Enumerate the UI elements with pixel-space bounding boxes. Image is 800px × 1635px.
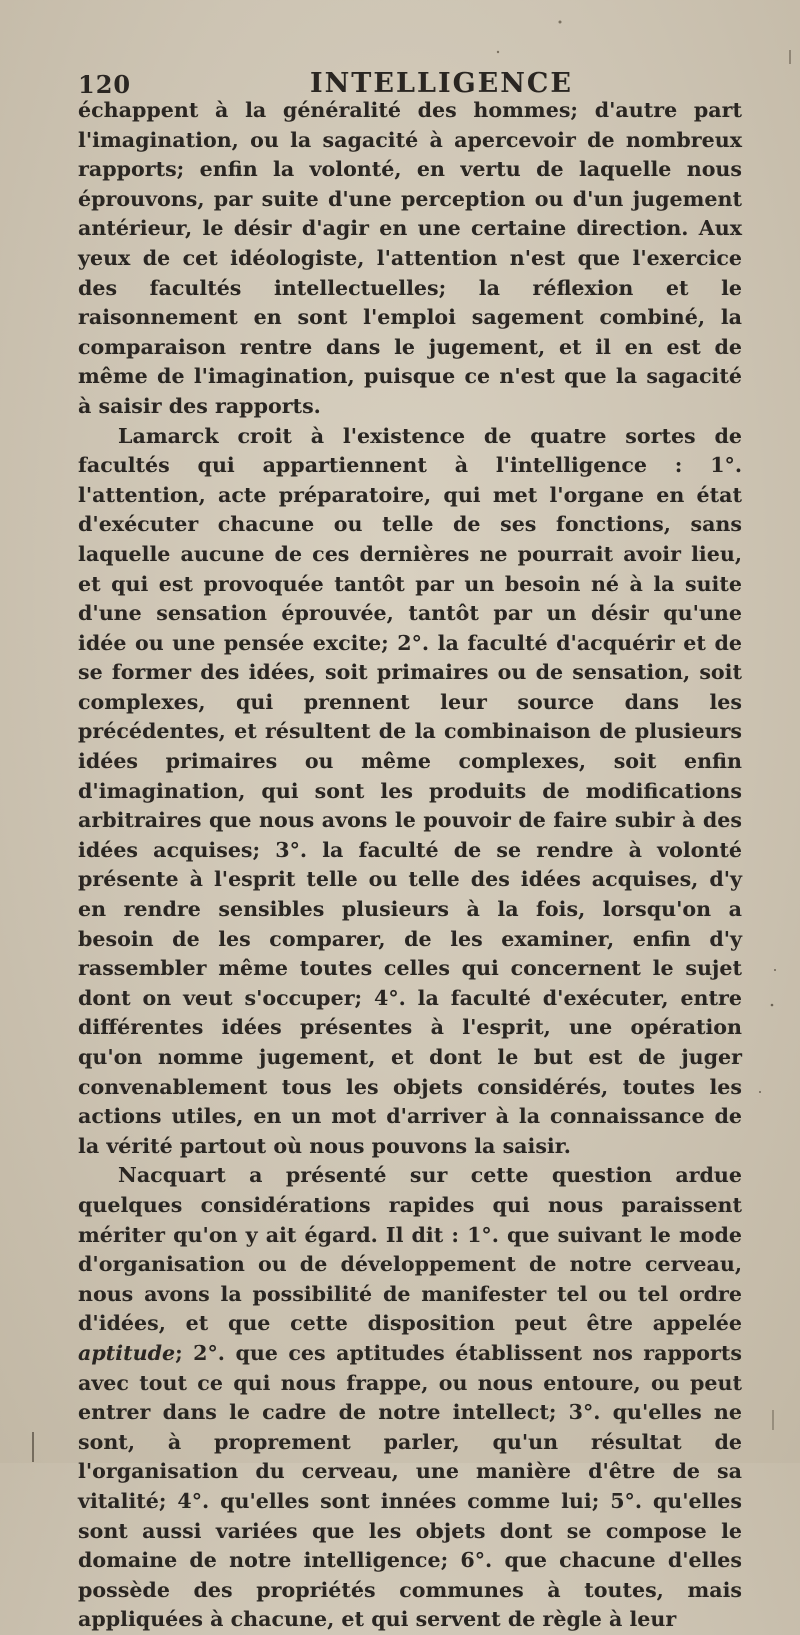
paragraph-3-text-after: ; 2°. que ces aptitudes établissent nos rapports avec tout ce qui nous frappe, ou nous entoure, ou peut entrer dans le cadre de notre intellect; 3°. qu'elles ne sont, à proprement parler, qu'un résultat de l'organisation du cerveau, une manière d'être de sa vitalité; 4°. qu'elles sont innées comme lui; 5°. qu'elles sont aussi variées que les objets dont se compose le domaine de notre intelligence; 6°. que chacune d'elles possède des propriétés communes à toutes, mais appliquées à chacune, et qui servent de règle à leur xyxy=(78,1340,742,1632)
paragraph-2-text: Lamarck croit à l'existence de quatre sortes de facultés qui appartiennent à l'intelligence : 1°. l'attention, acte préparatoire, qui met l'organe en état d'exécuter chacune ou telle de ses fonctions, sans laquelle aucune de ces dernières ne pourrait avoir lieu, et qui est provoquée tantôt par un besoin né à la suite d'une sensation éprouvée, tantôt par un désir qu'une idée ou une pensée excite; 2°. la faculté d'acquérir et de se former des idées, soit primaires ou de sensation, soit complexes, qui prennent leur source dans les précédentes, et résultent de la combinaison de plusieurs idées primaires ou même complexes, soit enfin d'imagination, qui sont les produits de modifications arbitraires que nous avons le pouvoir de faire subir à des idées acquises; 3°. la faculté de se rendre à volonté présente à l'esprit telle ou telle des idées acquises, d'y en rendre sensibles plusieurs à la fois, lorsqu'on a besoin de les comparer, de les examiner, enfin d'y rassembler même toutes celles qui concernent le sujet dont on veut s'occuper; 4°. la faculté d'exécuter, entre différentes idées présentes à l'esprit, une opération qu'on nomme jugement, et dont le but est de juger convenablement tous les objets considérés, toutes les actions utiles, en un mot d'arriver à la connaissance de la vérité partout où nous pouvons la saisir. xyxy=(78,423,742,1158)
paragraph-3-text-before: Nacquart a présenté sur cette question ardue quelques considérations rapides qui nous paraissent mériter qu'on y ait égard. Il dit : 1°. que suivant le mode d'organisation ou de développement de notre cerveau, nous avons la possibilité de manifester tel ou tel ordre d'idées, et que cette disposition peut être appelée xyxy=(78,1163,742,1336)
paragraph-1-text: échappent à la généralité des hommes; d'autre part l'imagination, ou la sagacité à apercevoir de nombreux rapports; enfin la volonté, en vertu de laquelle nous éprouvons, par suite d'une perception ou d'un jugement antérieur, le désir d'agir en une certaine direction. Aux yeux de cet idéologiste, l'attention n'est que l'exercice des facultés intellectuelles; la réflexion et le raisonnement en sont l'emploi sagement combiné, la comparaison rentre dans le jugement, et il en est de même de l'imagination, puisque ce n'est que la sagacité à saisir des rapports. xyxy=(78,98,742,418)
paragraph-2 xyxy=(78,422,742,1162)
paragraph-3 xyxy=(78,1161,742,1635)
paragraph-3-italic-term: aptitude xyxy=(78,1340,176,1365)
running-title: INTELLIGENCE xyxy=(310,68,573,99)
paragraph-1 xyxy=(78,96,742,422)
body-text xyxy=(78,96,742,1635)
page-number: 120 xyxy=(78,70,132,99)
